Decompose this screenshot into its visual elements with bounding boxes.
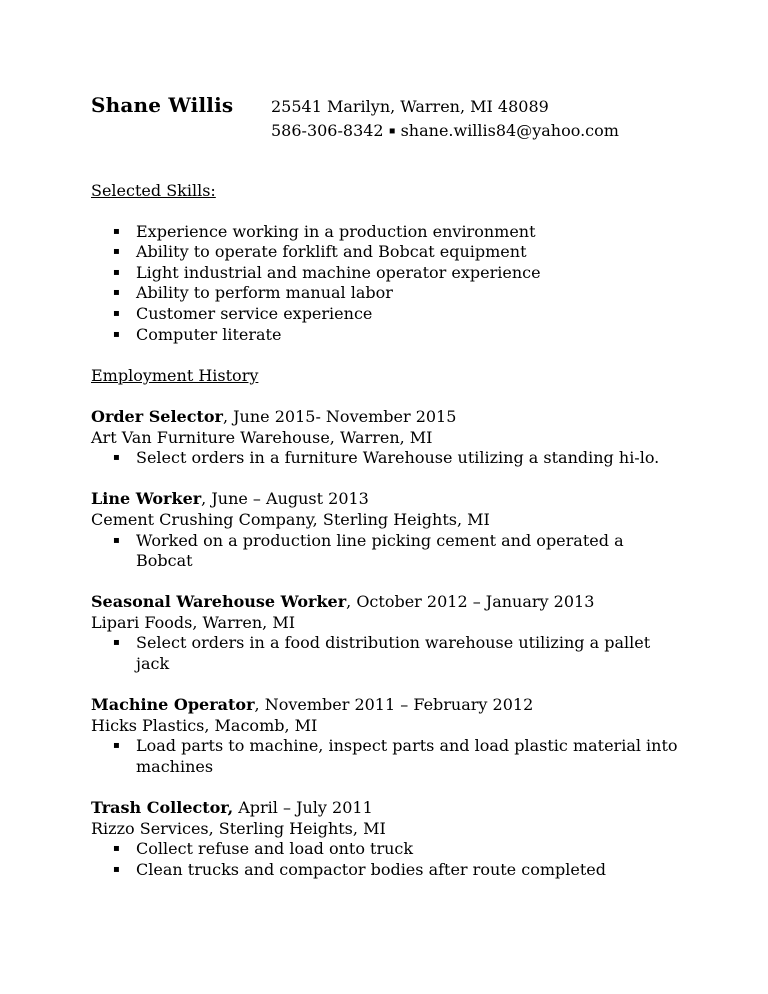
job-dates: , June – August 2013 bbox=[201, 489, 369, 509]
job-title-line bbox=[91, 489, 691, 510]
skill-item bbox=[91, 263, 691, 284]
contact-block bbox=[271, 95, 619, 144]
skill-text: Computer literate bbox=[136, 324, 282, 344]
duty-text: Clean trucks and compactor bodies after route completed bbox=[136, 860, 606, 879]
duty-text: Select orders in a furniture Warehouse utilizing a standing hi-lo. bbox=[136, 448, 660, 468]
job-title: Order Selector bbox=[91, 406, 223, 426]
job-duties bbox=[91, 633, 691, 674]
job-title-line bbox=[91, 592, 691, 613]
skill-text: Light industrial and machine operator experience bbox=[136, 262, 541, 282]
contact-separator: ▪ bbox=[388, 125, 396, 137]
job-duties bbox=[91, 448, 691, 469]
skill-item bbox=[91, 325, 691, 346]
duty-item bbox=[91, 736, 681, 777]
skill-item bbox=[91, 283, 691, 304]
spacer bbox=[91, 202, 691, 222]
job-title: Machine Operator bbox=[91, 695, 255, 715]
skill-text: Customer service experience bbox=[136, 303, 373, 323]
spacer bbox=[91, 778, 691, 799]
job-company: Rizzo Services, Sterling Heights, MI bbox=[91, 818, 386, 838]
duty-item bbox=[91, 839, 681, 860]
duty-text: Collect refuse and load onto truck bbox=[136, 839, 414, 859]
skill-text: Experience working in a production environment bbox=[136, 221, 536, 241]
bullet-marker: ▪ bbox=[113, 740, 120, 752]
skill-item bbox=[91, 222, 691, 243]
email-address: shane.willis84@yahoo.com bbox=[400, 121, 619, 140]
spacer bbox=[91, 572, 691, 593]
duty-item bbox=[91, 531, 681, 572]
duty-text: Load parts to machine, inspect parts and load plastic material into machines bbox=[136, 736, 678, 777]
skills-heading: Selected Skills: bbox=[91, 181, 216, 200]
job-title: Line Worker bbox=[91, 489, 202, 509]
duty-item bbox=[91, 448, 681, 469]
bullet-marker: ▪ bbox=[113, 637, 120, 649]
duty-item bbox=[91, 633, 681, 674]
resume-body bbox=[91, 181, 691, 881]
job-duties bbox=[91, 736, 691, 777]
skill-item bbox=[91, 242, 691, 263]
skill-text: Ability to operate forklift and Bobcat equipment bbox=[136, 242, 527, 262]
address-line: 25541 Marilyn, Warren, MI 48089 bbox=[271, 97, 549, 116]
job-title: Trash Collector, bbox=[91, 798, 234, 818]
applicant-name: Shane Willis bbox=[91, 93, 234, 117]
job-company: Cement Crushing Company, Sterling Heights, MI bbox=[91, 509, 490, 529]
job-duties bbox=[91, 531, 691, 572]
bullet-marker: ▪ bbox=[113, 287, 120, 299]
job-title-line bbox=[91, 407, 691, 428]
spacer bbox=[91, 675, 691, 696]
bullet-marker: ▪ bbox=[113, 225, 120, 237]
job-dates: April – July 2011 bbox=[233, 798, 373, 818]
job-company: Hicks Plastics, Macomb, MI bbox=[91, 715, 318, 735]
spacer bbox=[91, 345, 691, 366]
bullet-marker: ▪ bbox=[113, 534, 120, 546]
bullet-marker: ▪ bbox=[113, 864, 120, 875]
job-company: Lipari Foods, Warren, MI bbox=[91, 612, 296, 632]
skill-item bbox=[91, 304, 691, 325]
duty-text: Select orders in a food distribution warehouse utilizing a pallet jack bbox=[136, 633, 651, 674]
job-dates: , June 2015- November 2015 bbox=[222, 406, 457, 426]
skills-list bbox=[91, 222, 691, 346]
duty-item bbox=[91, 860, 681, 881]
phone-email-line bbox=[271, 119, 619, 144]
job-title-line bbox=[91, 695, 691, 716]
bullet-marker: ▪ bbox=[113, 246, 120, 258]
duty-text: Worked on a production line picking cement and operated a Bobcat bbox=[136, 530, 624, 571]
spacer bbox=[91, 469, 691, 490]
bullet-marker: ▪ bbox=[113, 266, 120, 278]
spacer bbox=[91, 386, 691, 407]
bullet-marker: ▪ bbox=[113, 452, 120, 464]
bullet-marker: ▪ bbox=[113, 843, 120, 855]
job-company: Art Van Furniture Warehouse, Warren, MI bbox=[91, 427, 433, 447]
job-dates: , October 2012 – January 2013 bbox=[346, 592, 595, 612]
job-dates: , November 2011 – February 2012 bbox=[254, 695, 534, 715]
phone-number: 586-306-8342 bbox=[271, 121, 384, 140]
employment-heading: Employment History bbox=[91, 365, 259, 385]
bullet-marker: ▪ bbox=[113, 307, 120, 319]
skill-text: Ability to perform manual labor bbox=[136, 283, 393, 303]
job-duties bbox=[91, 839, 691, 880]
job-title: Seasonal Warehouse Worker bbox=[91, 592, 347, 612]
job-title-line bbox=[91, 798, 691, 819]
bullet-marker: ▪ bbox=[113, 328, 120, 340]
